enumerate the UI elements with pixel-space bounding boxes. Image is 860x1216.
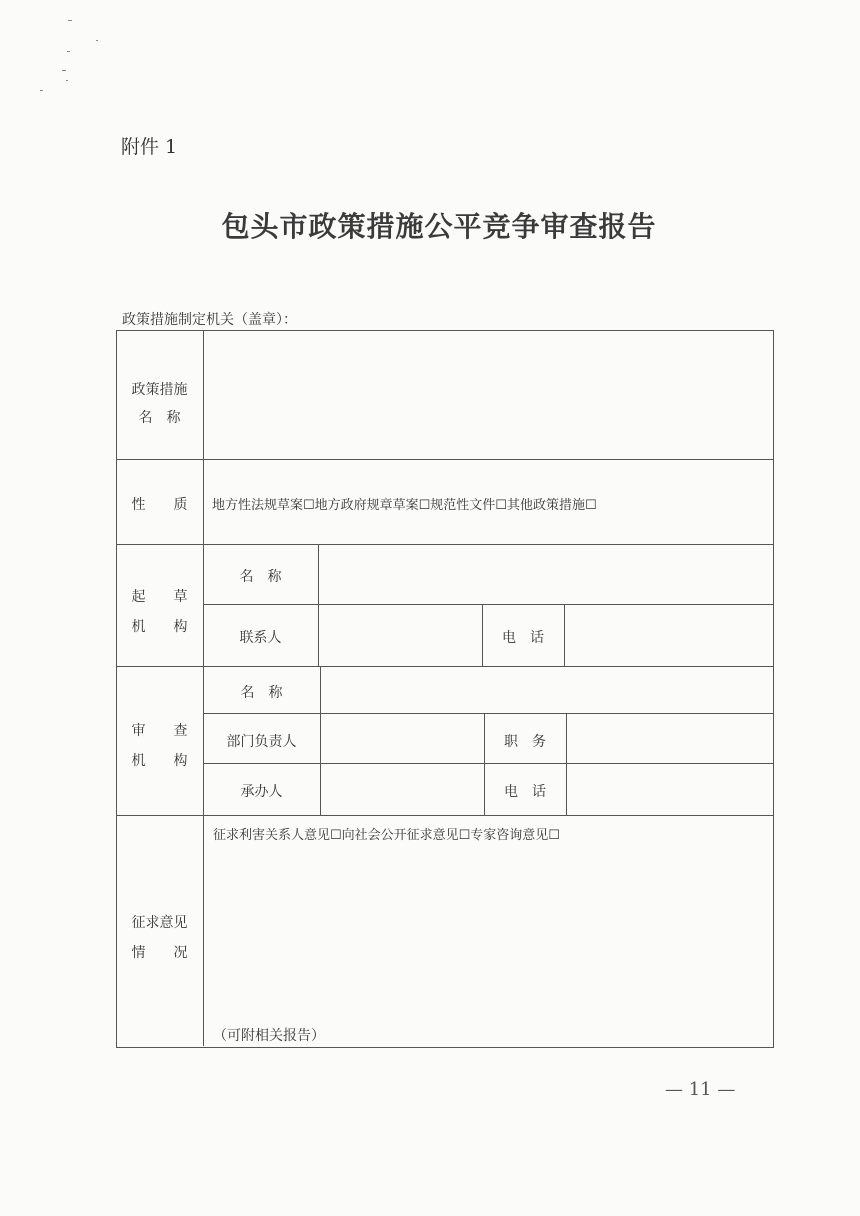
scan-speck bbox=[66, 80, 68, 81]
scan-speck bbox=[40, 90, 43, 91]
review-name-field[interactable] bbox=[322, 668, 770, 711]
nature-label: 性 质 bbox=[131, 497, 188, 513]
opinion-note: （可附相关报告） bbox=[213, 1028, 325, 1044]
opinion-label: 征求意见 情 况 bbox=[131, 915, 188, 961]
nature-options[interactable]: 地方性法规草案☐地方政府规章草案☐规范性文件☐其他政策措施☐ bbox=[212, 498, 597, 513]
scan-speck bbox=[67, 51, 70, 52]
scan-speck bbox=[68, 20, 72, 21]
review-handler-label: 承办人 bbox=[240, 784, 283, 800]
review-org-label: 审 查 机 构 bbox=[131, 723, 188, 769]
draft-name-field[interactable] bbox=[320, 546, 770, 602]
draft-org-label: 起 草 机 构 bbox=[131, 589, 188, 635]
draft-phone-field[interactable] bbox=[566, 606, 770, 664]
review-position-field[interactable] bbox=[568, 715, 770, 761]
issuing-authority-label: 政策措施制定机关（盖章）： bbox=[122, 312, 297, 328]
review-name-label: 名 称 bbox=[240, 685, 283, 701]
opinion-details-field[interactable] bbox=[205, 850, 770, 1020]
review-phone-field[interactable] bbox=[568, 765, 770, 813]
scan-speck bbox=[96, 40, 98, 41]
review-phone-label: 电 话 bbox=[504, 784, 546, 800]
policy-name-field[interactable] bbox=[205, 332, 770, 457]
draft-contact-label: 联系人 bbox=[239, 630, 282, 646]
draft-contact-field[interactable] bbox=[320, 606, 480, 664]
scan-speck bbox=[62, 70, 66, 71]
draft-name-label: 名 称 bbox=[239, 569, 282, 585]
review-dept-head-field[interactable] bbox=[322, 715, 482, 761]
document-title: 包头市政策措施公平竞争审查报告 bbox=[221, 210, 657, 243]
opinion-options[interactable]: 征求利害关系人意见☐向社会公开征求意见☐专家咨询意见☐ bbox=[213, 828, 560, 843]
review-position-label: 职 务 bbox=[504, 734, 546, 750]
page-number: — 11 — bbox=[665, 1079, 736, 1100]
review-dept-head-label: 部门负责人 bbox=[226, 734, 297, 750]
attachment-label: 附件 1 bbox=[121, 136, 178, 158]
review-handler-field[interactable] bbox=[322, 765, 482, 813]
policy-name-label: 政策措施 名 称 bbox=[131, 382, 188, 426]
draft-phone-label: 电 话 bbox=[502, 630, 544, 646]
